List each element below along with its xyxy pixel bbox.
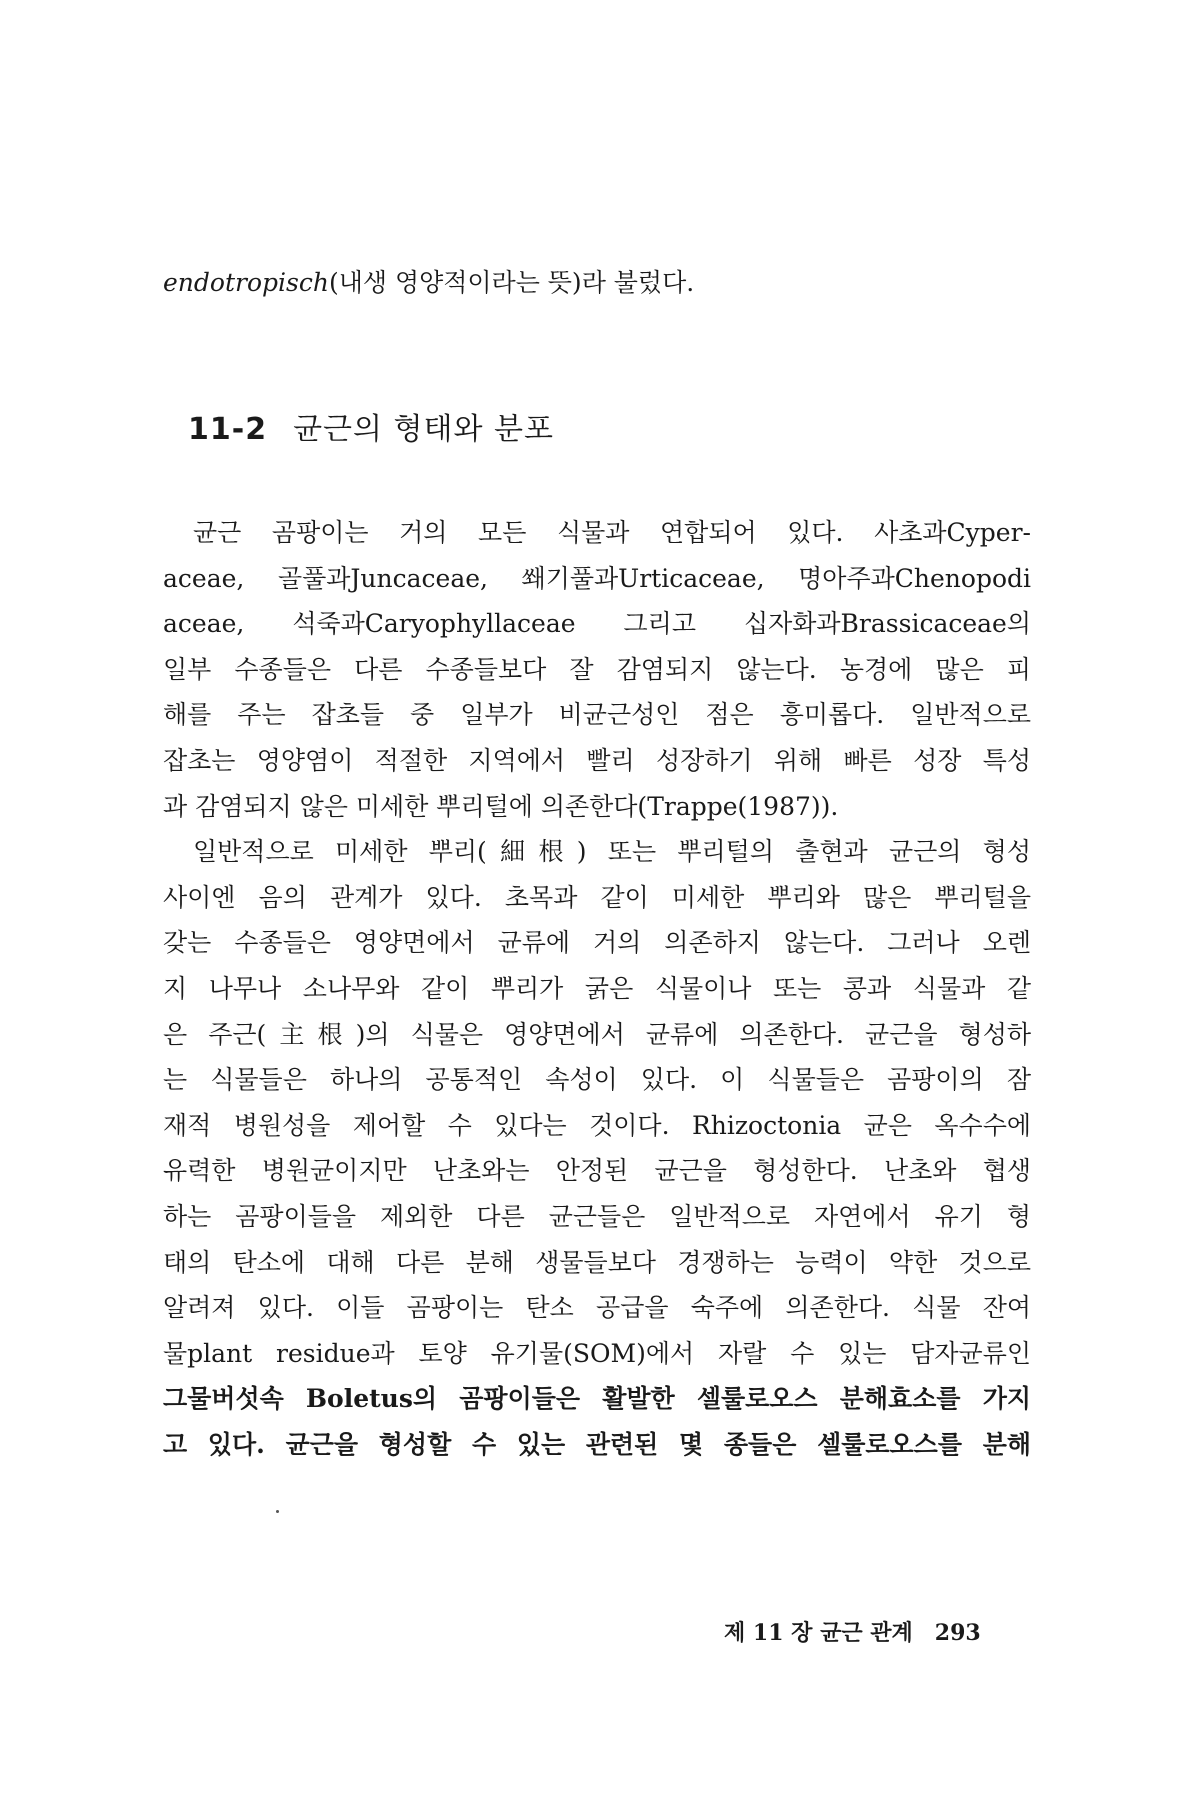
carryover-text: (내생 영양적이라는 뜻)라 불렀다. xyxy=(328,268,695,297)
print-speck xyxy=(276,1510,279,1513)
section-heading xyxy=(188,410,554,450)
text-line: 고 있다. 균근을 형성할 수 있는 관련된 몇 종들은 셀룰로오스를 분해 xyxy=(163,1429,1031,1459)
text-line: aceae, 석죽과Caryophyllaceae 그리고 십자화과Brassicaceae의 xyxy=(163,609,1031,639)
text-line: 태의 탄소에 대해 다른 분해 생물들보다 경쟁하는 능력이 약한 것으로 xyxy=(163,1247,1031,1277)
carryover-line xyxy=(163,265,694,301)
text-line: 잡초는 영양염이 적절한 지역에서 빨리 성장하기 위해 빠른 성장 특성 xyxy=(163,745,1031,775)
text-line: 은 주근(主根)의 식물은 영양면에서 균류에 의존한다. 균근을 형성하 xyxy=(163,1019,1031,1049)
text-line: 갖는 수종들은 영양면에서 균류에 거의 의존하지 않는다. 그러나 오렌 xyxy=(163,928,1031,958)
text-line: 물plant residue과 토양 유기물(SOM)에서 자랄 수 있는 담자균류인 xyxy=(163,1338,1031,1368)
paragraph-2 xyxy=(163,829,1031,1467)
text-line: 재적 병원성을 제어할 수 있다는 것이다. Rhizoctonia 균은 옥수수에 xyxy=(163,1110,1031,1140)
text-line: 사이엔 음의 관계가 있다. 초목과 같이 미세한 뿌리와 많은 뿌리털을 xyxy=(163,882,1031,912)
section-title: 균근의 형태와 분포 xyxy=(293,412,554,447)
paragraph-1 xyxy=(163,510,1031,829)
text-line: 일부 수종들은 다른 수종들보다 잘 감염되지 않는다. 농경에 많은 피 xyxy=(163,654,1031,684)
text-line: 지 나무나 소나무와 같이 뿌리가 굵은 식물이나 또는 콩과 식물과 같 xyxy=(163,973,1031,1003)
body-text xyxy=(163,510,1031,1467)
text-line: aceae, 골풀과Juncaceae, 쐐기풀과Urticaceae, 명아주과Chenopodi xyxy=(163,563,1031,593)
text-line: 일반적으로 미세한 뿌리(細根) 또는 뿌리털의 출현과 균근의 형성 xyxy=(193,837,1031,867)
text-line: 는 식물들은 하나의 공통적인 속성이 있다. 이 식물들은 곰팡이의 잠 xyxy=(163,1065,1031,1095)
text-line: 하는 곰팡이들을 제외한 다른 균근들은 일반적으로 자연에서 유기 형 xyxy=(163,1201,1031,1231)
text-line: 과 감염되지 않은 미세한 뿌리털에 의존한다(Trappe(1987)). xyxy=(163,791,839,821)
text-line: 균근 곰팡이는 거의 모든 식물과 연합되어 있다. 사초과Cyper- xyxy=(193,518,1031,547)
section-number: 11-2 xyxy=(188,412,268,447)
text-line: 알려져 있다. 이들 곰팡이는 탄소 공급을 숙주에 의존한다. 식물 잔여 xyxy=(163,1293,1031,1323)
text-line: 그물버섯속 Boletus의 곰팡이들은 활발한 셀룰로오스 분해효소를 가지 xyxy=(163,1384,1031,1414)
page-number: 293 xyxy=(934,1620,981,1646)
text-line: 해를 주는 잡초들 중 일부가 비균근성인 점은 흥미롭다. 일반적으로 xyxy=(163,700,1031,730)
footer-chapter: 제 11 장 균근 관계 xyxy=(724,1620,913,1646)
carryover-term: endotropisch xyxy=(163,268,329,297)
text-line: 유력한 병원균이지만 난초와는 안정된 균근을 형성한다. 난초와 협생 xyxy=(163,1156,1031,1186)
running-footer xyxy=(724,1618,981,1648)
